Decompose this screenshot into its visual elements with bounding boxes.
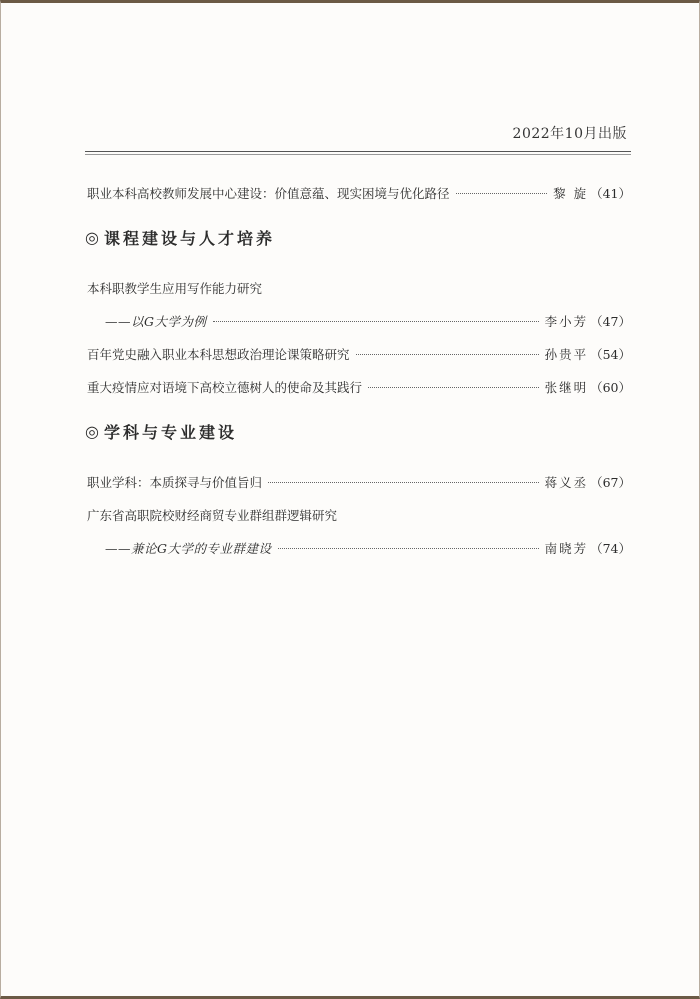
article-author: 蒋义丞 bbox=[544, 475, 589, 490]
circle-mark-icon: ◎ bbox=[85, 228, 102, 247]
section-heading-curriculum bbox=[85, 226, 631, 249]
article-subtitle: ——兼论G大学的专业群建设 bbox=[105, 541, 272, 556]
toc-entry[interactable] bbox=[87, 345, 631, 365]
article-title[interactable]: 广东省高职院校财经商贸专业群组群逻辑研究 bbox=[87, 508, 338, 523]
toc-entry[interactable] bbox=[87, 184, 631, 204]
section-title: 课程建设与人才培养 bbox=[103, 229, 275, 248]
article-author: 李小芳 bbox=[544, 314, 589, 329]
leader-dots bbox=[356, 354, 539, 355]
section-heading-discipline bbox=[85, 420, 631, 443]
article-title[interactable]: 本科职教学生应用写作能力研究 bbox=[87, 281, 263, 296]
page-number: （67） bbox=[590, 475, 631, 490]
article-title: 职业本科高校教师发展中心建设：价值意蕴、现实困境与优化路径 bbox=[87, 186, 450, 201]
table-of-contents bbox=[87, 184, 631, 572]
article-title: 重大疫情应对语境下高校立德树人的使命及其践行 bbox=[87, 380, 363, 395]
page-number: （47） bbox=[590, 314, 631, 329]
leader-dots bbox=[268, 482, 539, 483]
page-number: （60） bbox=[590, 380, 631, 395]
page-number: （74） bbox=[590, 541, 631, 556]
toc-entry[interactable] bbox=[87, 378, 631, 398]
article-title: 职业学科：本质探寻与价值旨归 bbox=[87, 475, 263, 490]
leader-dots bbox=[213, 321, 539, 322]
article-author: 孙贵平 bbox=[544, 347, 589, 362]
header-rule bbox=[85, 151, 631, 155]
section-title: 学科与专业建设 bbox=[103, 423, 237, 442]
circle-mark-icon: ◎ bbox=[85, 422, 102, 441]
article-author: 黎 旋 bbox=[553, 186, 589, 201]
toc-entry[interactable] bbox=[87, 312, 631, 332]
issue-date: 2022年10月出版 bbox=[512, 126, 627, 142]
page-number: （54） bbox=[590, 347, 631, 362]
leader-dots bbox=[368, 387, 539, 388]
article-subtitle: ——以G大学为例 bbox=[105, 314, 207, 329]
toc-entry[interactable] bbox=[87, 473, 631, 493]
leader-dots bbox=[456, 193, 548, 194]
leader-dots bbox=[278, 548, 539, 549]
article-author: 南晓芳 bbox=[544, 541, 589, 556]
toc-entry[interactable] bbox=[87, 539, 631, 559]
article-title: 百年党史融入职业本科思想政治理论课策略研究 bbox=[87, 347, 350, 362]
article-author: 张继明 bbox=[544, 380, 589, 395]
page-number: （41） bbox=[590, 186, 631, 201]
